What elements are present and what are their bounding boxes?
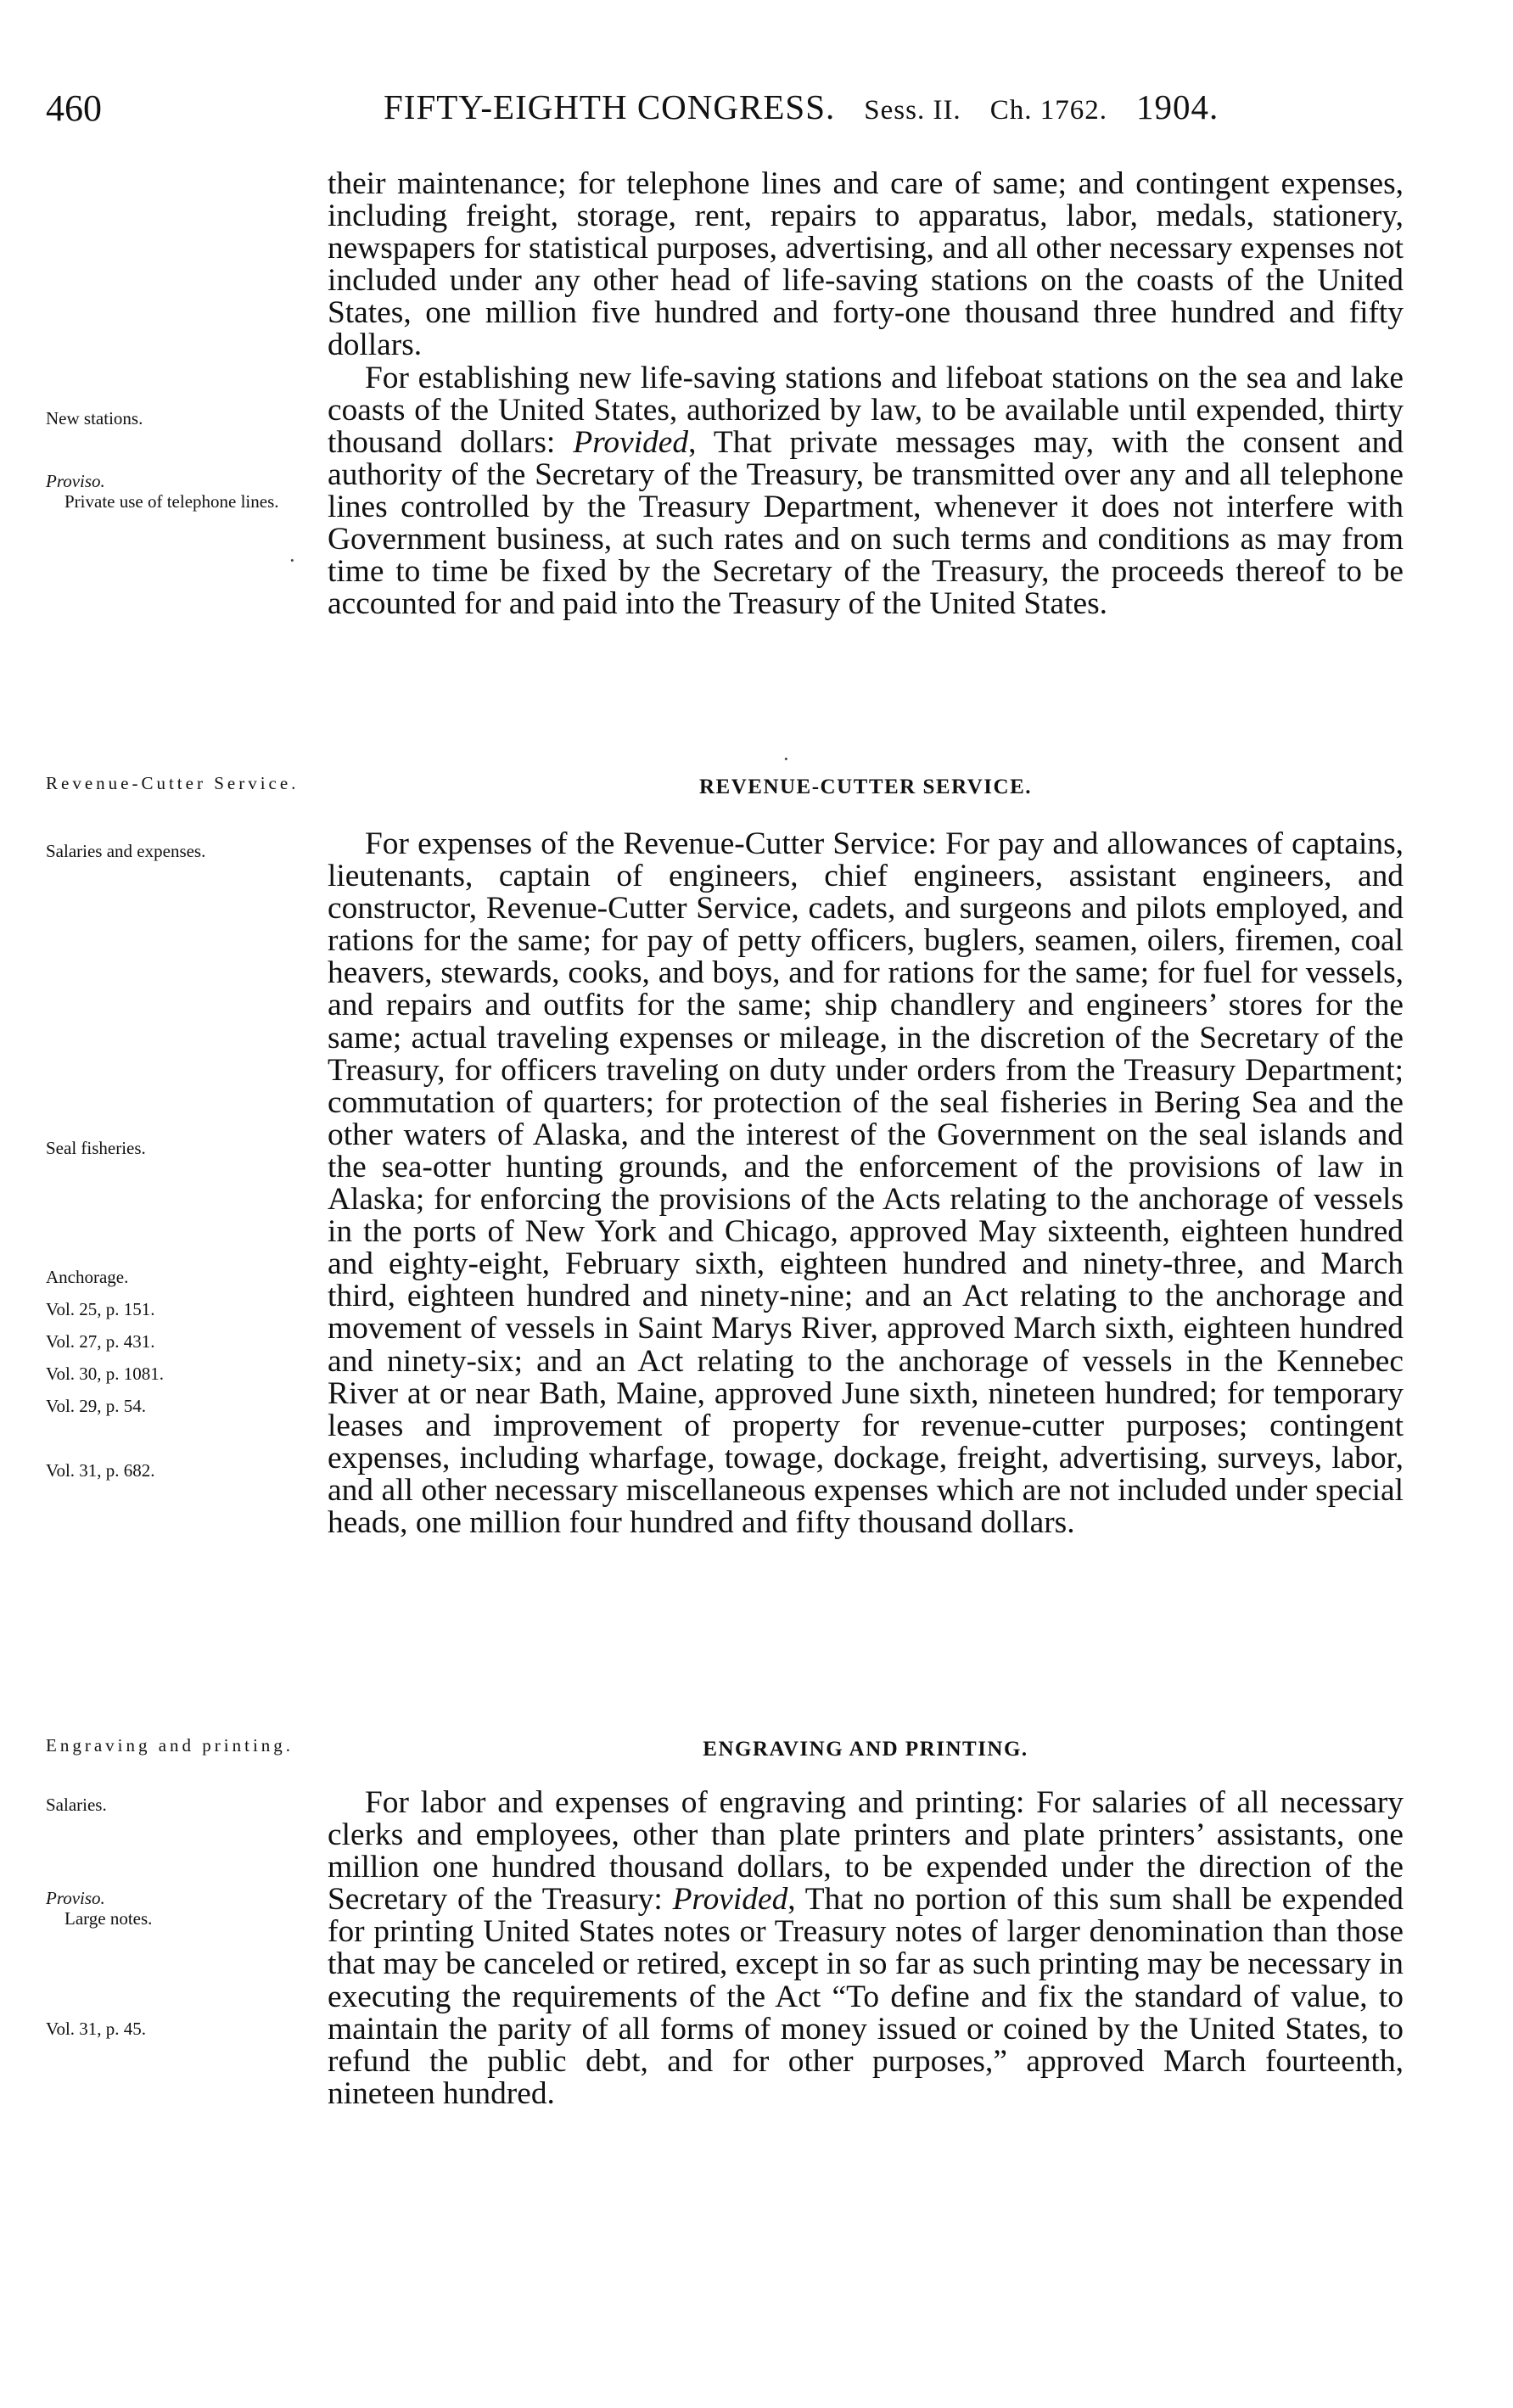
provided-word: Provided: [573, 424, 689, 460]
margin-note-anchorage: Anchorage.: [46, 1267, 129, 1287]
margin-note-vol27: Vol. 27, p. 431.: [46, 1331, 155, 1352]
margin-note-private-use: Private use of telephone lines.: [64, 491, 279, 512]
proviso-label-2: Proviso.: [46, 1888, 105, 1908]
year-label: 1904.: [1135, 87, 1219, 126]
margin-note-vol29: Vol. 29, p. 54.: [46, 1396, 147, 1416]
engraving-heading: ENGRAVING AND PRINTING.: [703, 1738, 1028, 1761]
margin-note-large-notes: Large notes.: [64, 1908, 153, 1929]
margin-note-salaries-expenses: Salaries and expenses.: [46, 841, 206, 861]
margin-note-new-stations: New stations.: [46, 408, 143, 428]
margin-note-proviso-1: [46, 472, 317, 491]
margin-note-engraving: Engraving and printing.: [46, 1735, 294, 1756]
revenue-cutter-heading: REVENUE-CUTTER SERVICE.: [698, 776, 1033, 798]
engraving-text: For labor and expenses of engraving and printing: For salaries of all necessary clerks and employees, other than plate printers and plate printers’ assistants, one million one hundred thousand dollars, to be expended under the direction of the Secretary of the Treasury:: [328, 1785, 1404, 1918]
proviso-label: Proviso.: [46, 471, 105, 491]
large-notes-text: , That no portion of this sum shall be expended for printing United States notes or Treasury notes of larger denomination than those that may be canceled or retired, except in so far as such printing may be necessary in executing the requirements of the Act “To define and fix the standard of value, to maintain the parity of all forms of money issued or coined by the United States, to refund the public debt, and for other purposes,” approved March fourteenth, nineteen hundred.: [328, 1882, 1404, 2111]
margin-note-seal-fisheries: Seal fisheries.: [46, 1138, 146, 1158]
print-speck: ·: [782, 747, 790, 771]
continuation-paragraph: their maintenance; for telephone lines and care of same; and contingent expenses, including freight, storage, rent, repairs to apparatus, labor, medals, stationery, newspapers for statistical purposes, advertising, and all other necessary expenses not included under any other head of life-saving stations on the coasts of the United States, one million five hundred and forty-one thousand three hundred and fifty dollars.: [328, 166, 1404, 363]
provided-word-2: Provided: [672, 1882, 788, 1918]
private-messages-text: , That private messages may, with the consent and authority of the Secretary of the Treasury, be transmitted over any and all telephone lines controlled by the Treasury Department, whenever it does not interfere with Government business, at such rates and on such terms and conditions as may from time to time be fixed by the Secretary of the Treasury, the proceeds thereof to be accounted for and paid into the Treasury of the United States.: [328, 424, 1404, 622]
margin-note-proviso-2: [46, 1889, 317, 1908]
margin-note-salaries: Salaries.: [46, 1795, 107, 1815]
engraving-section: [328, 1787, 1404, 2110]
margin-note-vol30: Vol. 30, p. 1081.: [46, 1364, 165, 1384]
margin-note-vol31b: Vol. 31, p. 45.: [46, 2019, 147, 2039]
print-speck: ·: [289, 548, 296, 573]
chapter-label: Ch. 1762.: [989, 95, 1107, 126]
new-stations-paragraph: [328, 362, 1404, 621]
revenue-cutter-paragraph: For expenses of the Revenue-Cutter Service: For pay and allowances of captains, lieutenants, captain of engineers, chief engineers, assistant engineers, and constructor, Revenue-Cutter Service, cadets, and surgeons and pilots employed, and rations for the same; for pay of petty officers, buglers, seamen, oilers, firemen, coal heavers, stewards, cooks, and boys, and for rations for the same; for fuel for vessels, and repairs and outfits for the same; ship chandlery and engineers’ stores for the same; actual traveling expenses or mileage, in the discretion of the Secretary of the Treasury, for officers traveling on duty under orders from the Treasury Department; commutation of quarters; for protection of the seal fisheries in Bering Sea and the other waters of Alaska, and the interest of the Government on the seal islands and the sea-otter hunting grounds, and the enforcement of the provisions of law in Alaska; for enforcing the provisions of the Acts relating to the anchorage of vessels in the ports of New York and Chicago, approved May sixteenth, eighteen hundred and eighty-eight, February sixth, eighteen hundred and ninety-three, and March third, eighteen hundred and ninety-nine; and an Act relating to the anchorage and movement of vessels in Saint Marys River, approved March sixth, eighteen hundred and ninety-six; and an Act relating to the anchorage of vessels in the Kennebec River at or near Bath, Maine, approved June sixth, nineteen hundred; for temporary leases and improvement of property for revenue-cutter purposes; contingent expenses, including wharfage, towage, dockage, freight, advertising, surveys, labor, and all other necessary miscellaneous expenses which are not included under special heads, one million four hundred and fifty thousand dollars.: [328, 826, 1404, 1540]
session-label: Sess. II.: [864, 95, 961, 126]
life-saving-section: [328, 168, 1404, 620]
page-number: 460: [46, 87, 102, 129]
engraving-paragraph: [328, 1787, 1404, 2110]
new-stations-text: For establishing new life-saving stations and lifeboat stations on the sea and lake coasts of the United States, authorized by law, to be available until expended, thirty thousand dollars:: [328, 360, 1404, 460]
page-header: [46, 87, 1404, 137]
margin-note-vol25: Vol. 25, p. 151.: [46, 1299, 155, 1319]
running-head: [384, 87, 1219, 127]
congress-title: FIFTY-EIGHTH CONGRESS.: [384, 87, 836, 126]
revenue-cutter-section: [328, 828, 1404, 1539]
margin-note-revenue-cutter: Revenue-Cutter Service.: [46, 773, 300, 793]
margin-note-vol31a: Vol. 31, p. 682.: [46, 1460, 155, 1481]
